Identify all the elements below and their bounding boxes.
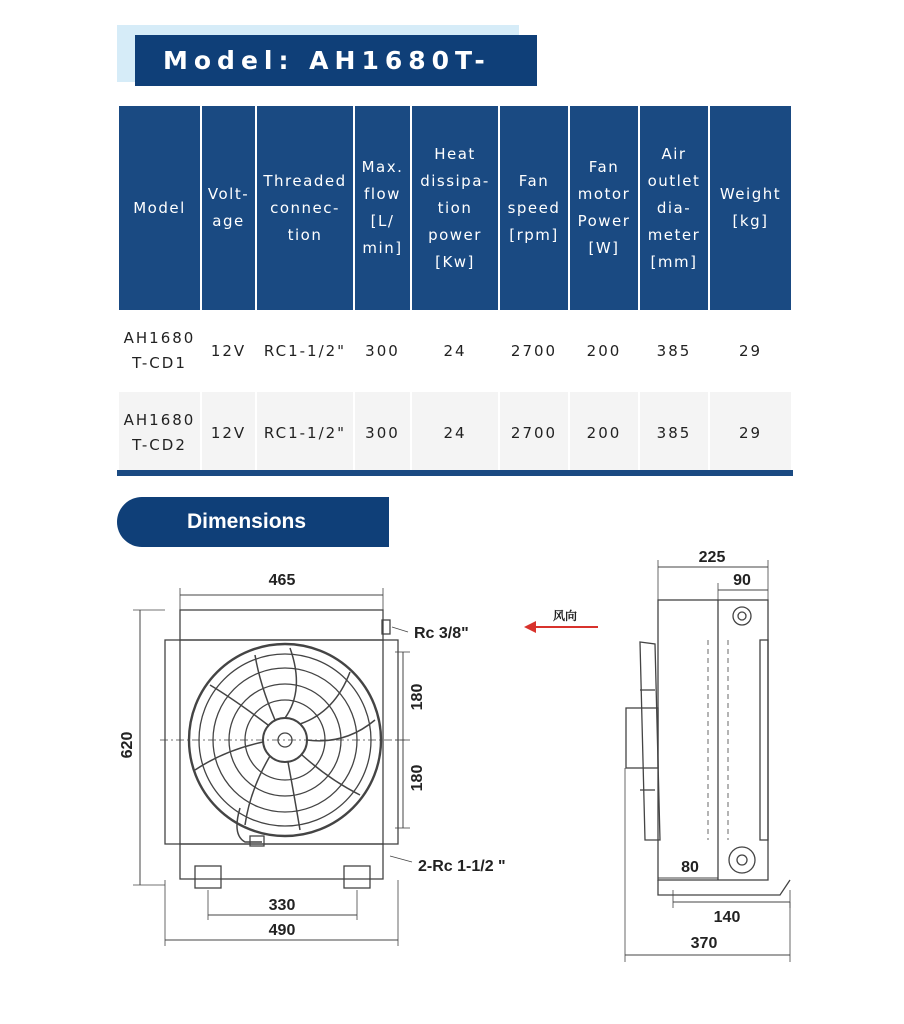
dim-width-top: 465 (268, 572, 296, 589)
cell-weight: 29 (738, 341, 763, 360)
header-threaded-connection: Threaded connec- tion (257, 106, 353, 310)
cell-thread: RC1-1/2" (263, 341, 347, 360)
cell-flow: 300 (365, 341, 400, 360)
dimensions-heading: Dimensions (117, 497, 389, 547)
header-fan-motor-power: Fan motor Power [W] (570, 106, 638, 310)
cell-diameter: 385 (640, 392, 708, 474)
port-bottom-icon (729, 847, 755, 873)
cell-heat: 24 (443, 341, 467, 360)
header-voltage: Volt- age (202, 106, 255, 310)
dim-side-base-total: 370 (690, 935, 718, 952)
cell-voltage: 12V (202, 392, 255, 474)
side-view (625, 560, 790, 962)
header-fan-speed: Fan speed [rpm] (500, 106, 568, 310)
cell-power: 200 (586, 341, 622, 360)
table-bottom-bar (117, 470, 793, 476)
header-air-outlet-diameter: Air outlet dia- meter [mm] (640, 106, 708, 310)
front-view (133, 588, 412, 946)
dim-spacing-upper: 180 (409, 683, 426, 711)
dim-foot-spacing: 330 (268, 897, 296, 914)
cell-voltage: 12V (210, 341, 247, 360)
dimension-drawing (0, 550, 904, 1020)
table-row (119, 392, 791, 474)
header-weight: Weight [kg] (710, 106, 791, 310)
port-large-label: 2-Rc 1-1/2 " (418, 858, 506, 875)
cell-heat: 24 (412, 392, 498, 474)
airflow-label: 风向 (552, 609, 578, 623)
cell-power: 200 (570, 392, 638, 474)
port-small-label: Rc 3/8" (414, 625, 469, 642)
cell-model: AH1680 T-CD2 (119, 392, 200, 474)
table-header-row (119, 106, 791, 310)
cell-model: AH1680 T-CD1 (123, 329, 196, 372)
dim-base-width: 490 (268, 922, 296, 939)
dim-side-depth: 225 (698, 550, 726, 566)
cell-thread: RC1-1/2" (257, 392, 353, 474)
cell-speed: 2700 (510, 341, 558, 360)
cell-diameter: 385 (656, 341, 692, 360)
dim-side-bottom-offset: 80 (681, 859, 699, 876)
page-title: Model: AH1680T- D (135, 35, 537, 86)
port-top-icon (733, 607, 751, 625)
header-heat-dissipation: Heat dissipa- tion power [Kw] (412, 106, 498, 310)
dim-spacing-lower: 180 (409, 764, 426, 792)
cell-flow: 300 (355, 392, 410, 474)
cell-weight: 29 (710, 392, 791, 474)
cell-speed: 2700 (500, 392, 568, 474)
spec-table (117, 106, 793, 474)
header-model: Model (119, 106, 200, 310)
fan-spokes-icon (195, 648, 375, 830)
table-row (119, 310, 791, 392)
header-max-flow: Max. flow [L/ min] (355, 106, 410, 310)
dim-side-top-offset: 90 (733, 572, 751, 589)
dim-side-base-inner: 140 (713, 909, 741, 926)
dim-height: 620 (119, 731, 136, 759)
